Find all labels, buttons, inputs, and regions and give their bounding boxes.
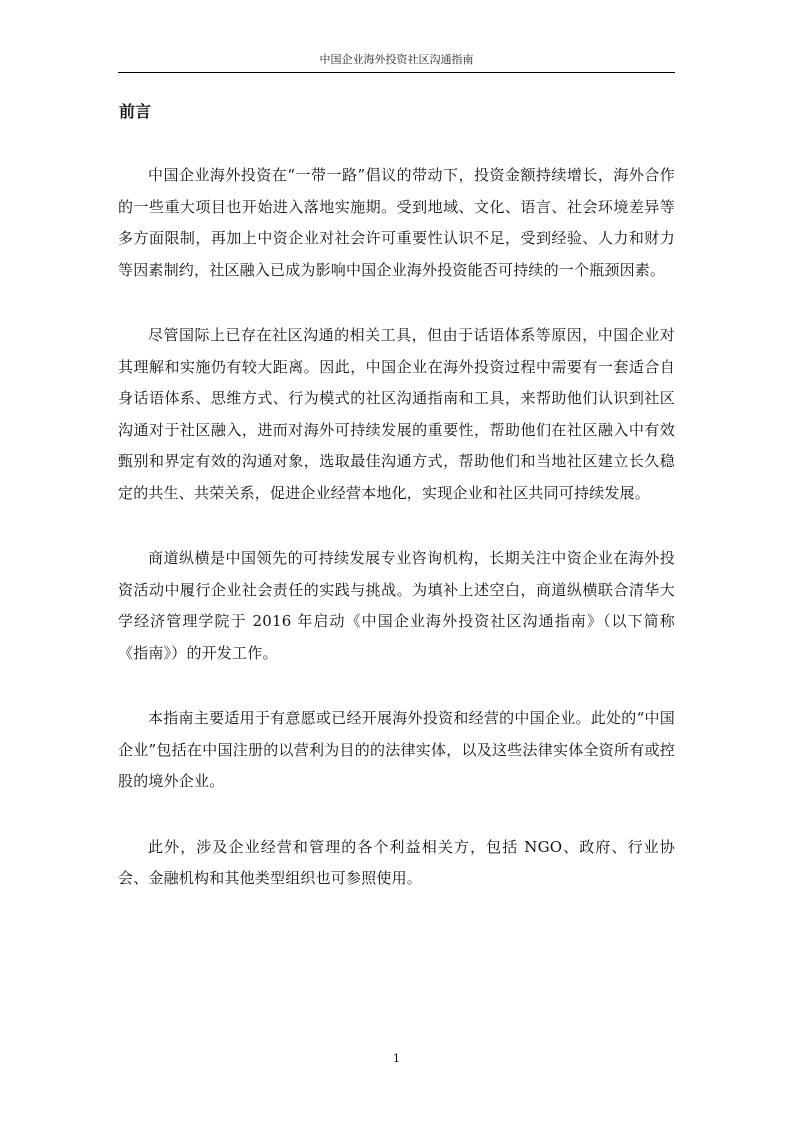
paragraph-2: 尽管国际上已存在社区沟通的相关工具，但由于话语体系等原因，中国企业对其理解和实施仍有较大距离。因此，中国企业在海外投资过程中需要有一套适合自身话语体系、思维方式、行为模式的社区沟通指南和工具，来帮助他们认识到社区沟通对于社区融入，进而对海外可持续发展的重要性，帮助他们在社区融入中有效甄别和界定有效的沟通对象，选取最佳沟通方式，帮助他们和当地社区建立长久稳定的共生、共荣关系，促进企业经营本地化，实现企业和社区共同可持续发展。 <box>118 326 675 502</box>
running-header: 中国企业海外投资社区沟通指南 <box>319 53 474 66</box>
header-rule <box>118 72 675 73</box>
paragraph-4: 本指南主要适用于有意愿或已经开展海外投资和经营的中国企业。此处的“中国企业”包括在中国注册的以营利为目的的法律实体，以及这些法律实体全资所有或控股的境外企业。 <box>118 709 675 790</box>
page-number: 1 <box>393 1052 400 1065</box>
paragraph-1: 中国企业海外投资在“一带一路”倡议的带动下，投资金额持续增长，海外合作的一些重大项目也开始进入落地实施期。受到地域、文化、语言、社会环境差异等多方面限制，再加上中资企业对社会许可重要性认识不足，受到经验、人力和财力等因素制约，社区融入已成为影响中国企业海外投资能否可持续的一个瓶颈因素。 <box>118 166 675 279</box>
body-text <box>118 160 675 929</box>
paragraph-5: 此外，涉及企业经营和管理的各个利益相关方，包括 NGO、政府、行业协会、金融机构和其他类型组织也可参照使用。 <box>118 837 675 887</box>
paragraph-3: 商道纵横是中国领先的可持续发展专业咨询机构，长期关注中资企业在海外投资活动中履行企业社会责任的实践与挑战。为填补上述空白，商道纵横联合清华大学经济管理学院于 2016 年启动《中国企业海外投资社区沟通指南》（以下简称《指南》）的开发工作。 <box>118 549 675 662</box>
section-title: 前言 <box>119 102 152 121</box>
